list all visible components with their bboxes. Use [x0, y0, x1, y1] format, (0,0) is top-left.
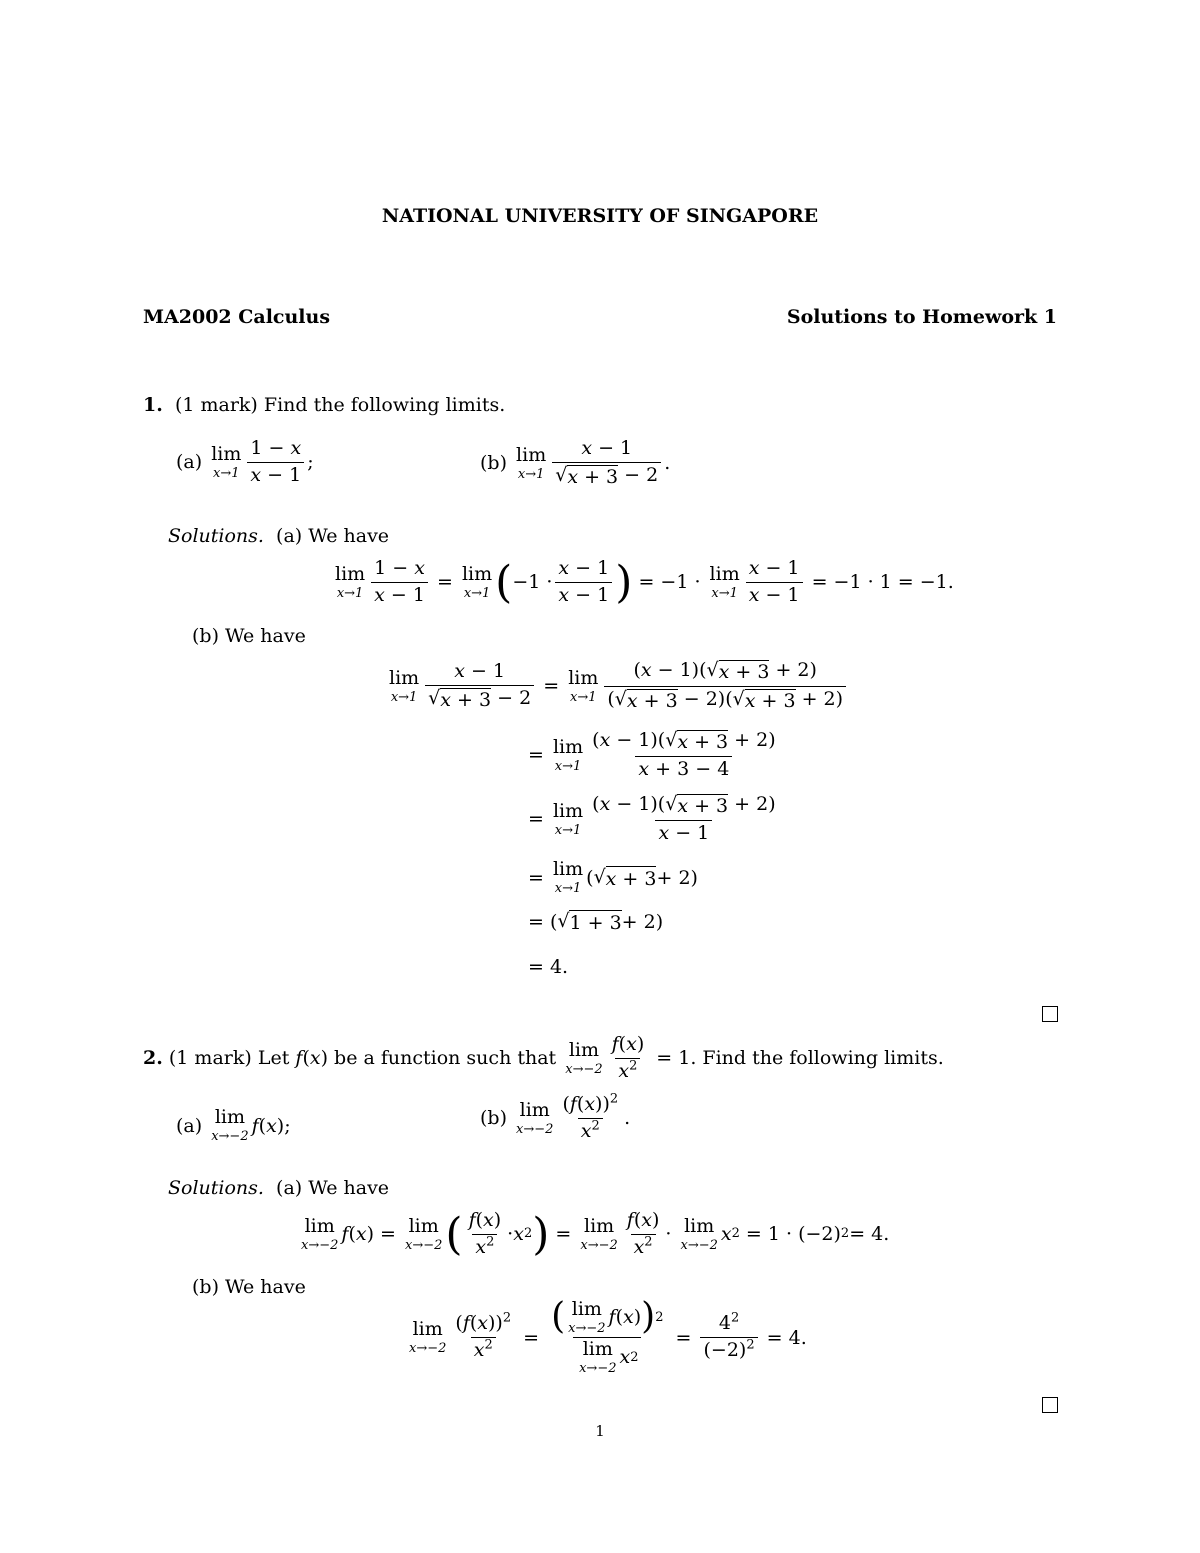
document-title: Solutions to Homework 1 [786, 306, 1057, 328]
institution-title: NATIONAL UNIVERSITY OF SINGAPORE [381, 205, 819, 227]
q1-solution-b-line-1: lim x→1 x − 1 √ x + 3 − 2 = lim x→1 (x − 1)( √ x + 3 + 2) ( √ x + 3 − 2)( √ x + 3 + 2) [386, 660, 849, 713]
q1-part-a: (a) lim x→1 $\frac{1 - x}{x - 1}$ ; [176, 437, 314, 486]
q1-solution-a-equation: lim x→1 $\frac{1 - x}{x - 1}$ = lim x→1 ( −1 · $\frac{x - 1}{x - 1}$ ) = −1 · lim x→1 $\frac{x - 1}{x - 1}$ = −1 · 1 = −1. [335, 556, 954, 608]
q2-part-b: (b) lim x→−2 $\frac{(f(x))^2}{x^2}$ . [480, 1091, 631, 1142]
q1-solution-b-line-2: = lim x→1 (x − 1)( √ x + 3 + 2) x + 3 − 4 [528, 729, 776, 780]
q2-solution-b-intro: (b) We have [192, 1276, 306, 1298]
q2-part-a: (a) lim x→−2 f(x); [176, 1106, 291, 1144]
q1-part-b: (b) lim x→1 x − 1 √ x + 3 − 2 . [480, 437, 671, 488]
page-number: 1 [595, 1422, 605, 1440]
q1-solution-b-line-4: = lim x→1 ( √ x + 3 + 2) [528, 858, 698, 896]
qed-square-icon [1042, 1006, 1058, 1022]
question-2-heading: 2. (1 mark) Let f(x) be a function such that lim x→−2 $\frac{f(x)}{x^2}$ = 1. Find the following limits. [143, 1033, 944, 1082]
q2-solution-b-equation: lim x→−2 $\frac{(f(x))^2}{x^2}$ = ( lim x→−2 f ( x ) ) 2 lim x→−2 x 2 = $\frac{4^2}{(-2)^2}$ = 4. [409, 1296, 807, 1376]
question-1-heading: 1. (1 mark) Find the following limits. [143, 394, 506, 416]
q1-solution-b-intro: (b) We have [192, 625, 306, 647]
q2-solution-a-equation: lim x→−2 f(x) = lim x→−2 ( $\frac{f(x)}{x^2}$ · x 2 ) = lim x→−2 $\frac{f(x)}{x^2}$ · lim x→−2 x 2 = 1 · (−2) 2 = 4. [301, 1208, 890, 1260]
qed-square-icon [1042, 1397, 1058, 1413]
course-title: MA2002 Calculus [143, 306, 331, 328]
q2-solutions-intro: Solutions. (a) We have [168, 1177, 390, 1199]
q1-solution-b-line-3: = lim x→1 (x − 1)( √ x + 3 + 2) x − 1 [528, 793, 776, 844]
q1-solution-b-line-6: = 4. [528, 956, 569, 978]
q1-solution-b-line-5: = ( √ 1 + 3 + 2) [528, 910, 664, 934]
q1-solutions-intro: Solutions. (a) We have [168, 525, 390, 547]
